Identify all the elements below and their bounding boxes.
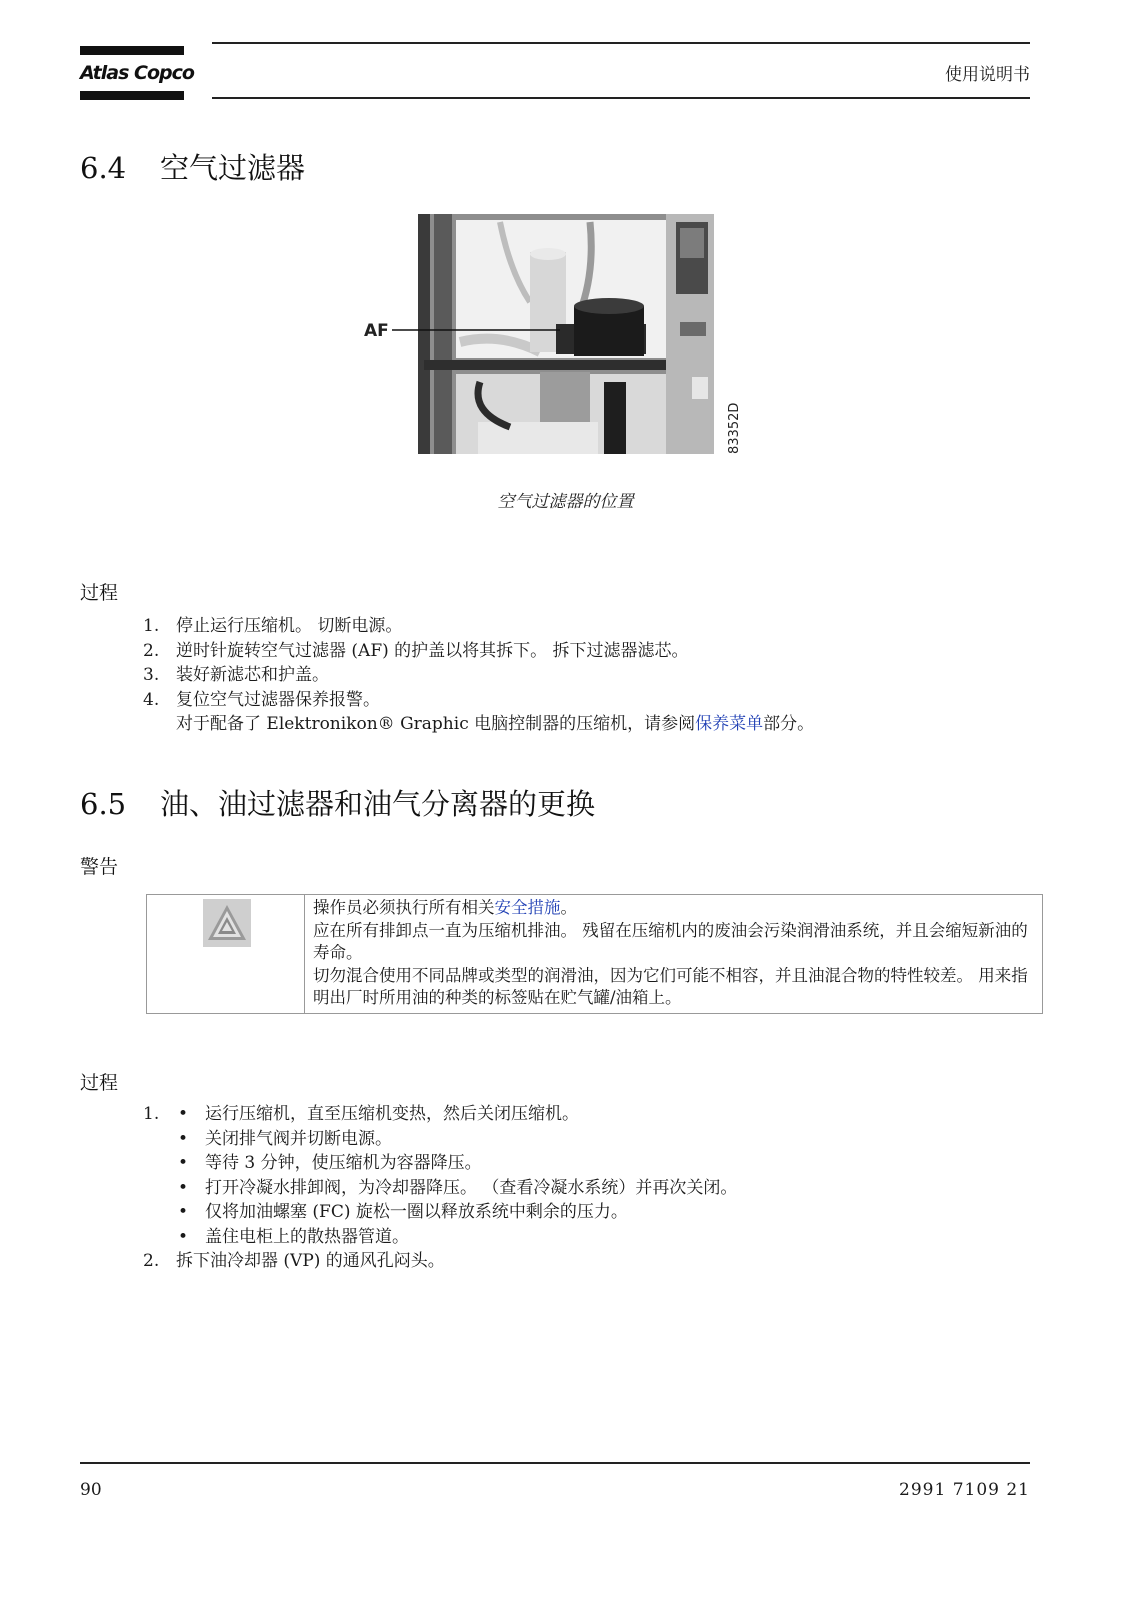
- bullet-text: 关闭排气阀并切断电源。: [205, 1128, 392, 1149]
- step-number: 1.: [143, 1104, 160, 1124]
- step-number: 4.: [143, 689, 160, 710]
- bullet-text: 运行压缩机，直至压缩机变热，然后关闭压缩机。: [205, 1104, 579, 1124]
- section-title: 油、油过滤器和油气分离器的更换: [160, 787, 596, 821]
- list-item: [143, 639, 814, 664]
- step-text: 装好新滤芯和护盖。: [176, 665, 329, 685]
- section-title: 空气过滤器: [160, 151, 306, 185]
- figure-caption: 空气过滤器的位置: [497, 492, 634, 512]
- air-filter-figure: [360, 212, 755, 462]
- header-title: 使用说明书: [945, 65, 1030, 85]
- list-item: [143, 1151, 737, 1176]
- safety-precautions-link[interactable]: 安全措施: [494, 898, 561, 917]
- list-item: [143, 1176, 737, 1201]
- step-4-note: [143, 712, 814, 737]
- procedure-heading-6-4: 过程: [80, 582, 119, 604]
- warning-text: [313, 897, 1041, 1010]
- header-rule-top: [212, 42, 1030, 44]
- step-text: 逆时针旋转空气过滤器 (AF) 的护盖以将其拆下。 拆下过滤器滤芯。: [176, 640, 689, 661]
- section-number: 6.4: [80, 151, 127, 185]
- document-number: 2991 7109 21: [899, 1480, 1030, 1500]
- logo-top-bar: [80, 46, 184, 55]
- maintenance-menu-link[interactable]: 保养菜单: [695, 714, 764, 734]
- step-number: 3.: [143, 665, 160, 685]
- warning-heading: 警告: [80, 856, 119, 878]
- callout-af-label: AF: [364, 321, 389, 341]
- step-text: 停止运行压缩机。 切断电源。: [176, 616, 403, 636]
- procedure-list-6-4: [143, 614, 814, 737]
- list-item: [143, 688, 814, 713]
- bullet-text: 盖住电柜上的散热器管道。: [205, 1226, 409, 1247]
- logo-bottom-bar: [80, 91, 184, 100]
- bullet-text: 仅将加油螺塞 (FC) 旋松一圈以释放系统中剩余的压力。: [205, 1202, 628, 1222]
- warning-paragraph-3: 切勿混合使用不同品牌或类型的润滑油，因为它们可能不相容，并且油混合物的特性较差。 用来指明出厂时所用油的种类的标签贴在贮气罐/油箱上。: [313, 965, 1028, 1007]
- note-text: 对于配备了 Elektronikon® Graphic 电脑控制器的压缩机，请参阅: [176, 714, 696, 734]
- list-item: [143, 1249, 737, 1274]
- note-text-end: 部分。: [763, 714, 815, 734]
- warning-table-divider: [304, 894, 305, 1014]
- logo-wordmark: Atlas Copco: [80, 62, 194, 84]
- bullet: •: [178, 1177, 189, 1198]
- list-item: [143, 1127, 737, 1152]
- footer-rule: [80, 1462, 1030, 1464]
- list-item: [143, 663, 814, 688]
- bullet: •: [178, 1153, 189, 1173]
- bullet: •: [178, 1128, 189, 1149]
- procedure-heading-6-5: 过程: [80, 1072, 119, 1094]
- step-number: 1.: [143, 616, 160, 636]
- list-item: [143, 1102, 737, 1127]
- bullet-text: 打开冷凝水排卸阀，为冷却器降压。 （查看冷凝水系统）并再次关闭。: [205, 1177, 738, 1198]
- header-rule-bottom: [212, 97, 1030, 99]
- warning-line-1: 操作员必须执行所有相关安全措施。: [313, 898, 577, 917]
- bullet-text: 等待 3 分钟，使压缩机为容器降压。: [205, 1153, 482, 1173]
- step-text: 复位空气过滤器保养报警。: [176, 689, 380, 710]
- bullet: •: [178, 1226, 189, 1247]
- procedure-list-6-5: [143, 1102, 737, 1274]
- bullet: •: [178, 1202, 189, 1222]
- warning-triangle-icon: [203, 899, 251, 947]
- section-6-4-heading: [80, 146, 305, 187]
- figure-ref-code: 83352D: [727, 402, 742, 454]
- atlas-copco-logo: [80, 46, 194, 100]
- list-item: [143, 1225, 737, 1250]
- step-number: 2.: [143, 1251, 160, 1271]
- step-number: 2.: [143, 640, 160, 661]
- bullet: •: [178, 1104, 189, 1124]
- page-number: 90: [80, 1480, 102, 1500]
- step-text: 拆下油冷却器 (VP) 的通风孔闷头。: [176, 1251, 445, 1271]
- list-item: [143, 614, 814, 639]
- list-item: [143, 1200, 737, 1225]
- warning-paragraph-2: 应在所有排卸点一直为压缩机排油。 残留在压缩机内的废油会污染润滑油系统，并且会缩短新油的寿命。: [313, 920, 1028, 962]
- section-number: 6.5: [80, 787, 127, 821]
- section-6-5-heading: [80, 782, 595, 823]
- compressor-illustration: [360, 212, 755, 462]
